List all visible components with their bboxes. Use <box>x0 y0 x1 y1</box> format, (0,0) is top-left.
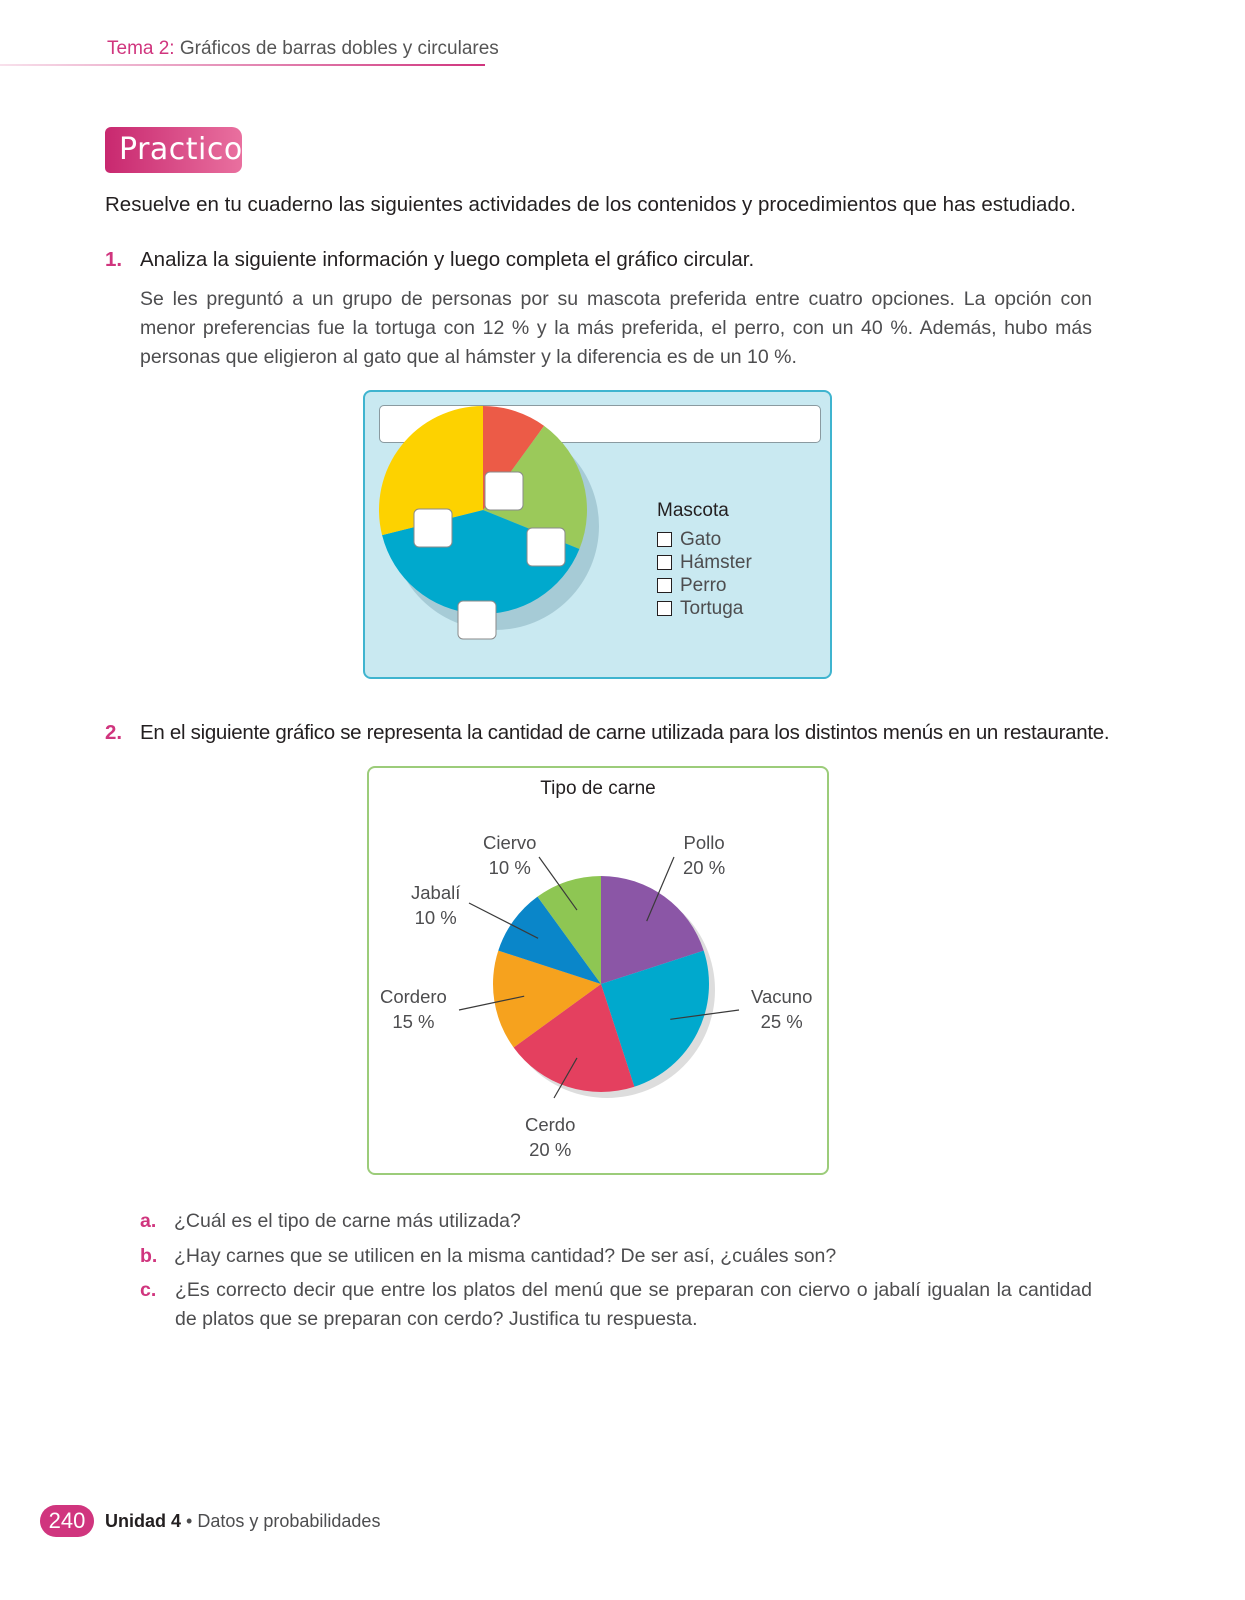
question-a: a. ¿Cuál es el tipo de carne más utilizada? <box>140 1210 521 1232</box>
answer-box-green[interactable] <box>527 528 565 566</box>
practico-badge: Practico <box>105 127 242 173</box>
legend-item[interactable] <box>657 597 752 620</box>
answer-box-red[interactable] <box>485 472 523 510</box>
answer-box-blue[interactable] <box>458 601 496 639</box>
legend-item[interactable] <box>657 574 752 597</box>
pet-pie-chart-panel <box>363 390 832 679</box>
question-1-number: 1. <box>105 248 123 271</box>
checkbox-icon[interactable] <box>657 601 672 616</box>
slice-label-vacuno: Vacuno 25 % <box>751 986 813 1032</box>
slice-label-cordero: Cordero 15 % <box>380 986 447 1032</box>
legend-label: Tortuga <box>680 597 744 619</box>
legend-label: Gato <box>680 528 722 550</box>
slice-label-ciervo: Ciervo 10 % <box>483 832 537 878</box>
question-b: b. ¿Hay carnes que se utilicen en la misma cantidad? De ser así, ¿cuáles son? <box>140 1245 837 1267</box>
legend-label: Hámster <box>680 551 752 573</box>
checkbox-icon[interactable] <box>657 578 672 593</box>
legend-label: Perro <box>680 574 727 596</box>
meat-pie-chart-panel <box>367 766 829 1175</box>
checkbox-icon[interactable] <box>657 532 672 547</box>
footer-unit: Unidad 4 • Datos y probabilidades <box>105 1511 381 1531</box>
pet-pie-chart <box>365 392 834 681</box>
answer-box-yellow[interactable] <box>414 509 452 547</box>
topic-label: Tema 2: <box>107 38 175 59</box>
question-1-text: Se les preguntó a un grupo de personas por su mascota preferida entre cuatro opciones. La opción con menor preferencias fue la tortuga con 12 % y la más preferida, el perro, con un 40 %. Además, hubo más personas que eligieron al gato que al hámster y la diferencia es de un 10 %. <box>140 288 1092 368</box>
checkbox-icon[interactable] <box>657 555 672 570</box>
legend-title: Mascota <box>657 500 729 521</box>
page-number: 240 <box>40 1505 94 1537</box>
slice-label-cerdo: Cerdo 20 % <box>525 1114 576 1160</box>
question-c: ¿Es correcto decir que entre los platos del menú que se preparan con ciervo o jabalí igualan la cantidad de platos que se preparan con cerdo? Justifica tu respuesta. <box>175 1279 1092 1330</box>
meat-pie-chart <box>369 768 831 1177</box>
question-2-title: En el siguiente gráfico se representa la cantidad de carne utilizada para los distintos menús en un restaurante. <box>140 721 1110 744</box>
intro-text: Resuelve en tu cuaderno las siguientes actividades de los contenidos y procedimientos que has estudiado. <box>105 193 1076 216</box>
question-c-letter: c. <box>140 1279 157 1301</box>
legend-item[interactable] <box>657 551 752 574</box>
topic-header <box>107 38 499 60</box>
question-1-title: Analiza la siguiente información y luego completa el gráfico circular. <box>140 248 755 271</box>
legend-item[interactable] <box>657 528 752 551</box>
topic-title: Gráficos de barras dobles y circulares <box>179 38 499 59</box>
slice-label-jabali: Jabalí 10 % <box>411 882 461 928</box>
pet-legend <box>657 500 752 620</box>
header-divider <box>0 64 485 66</box>
question-2-number: 2. <box>105 721 123 744</box>
slice-label-pollo: Pollo 20 % <box>683 832 726 878</box>
chart-title: Tipo de carne <box>540 778 656 799</box>
